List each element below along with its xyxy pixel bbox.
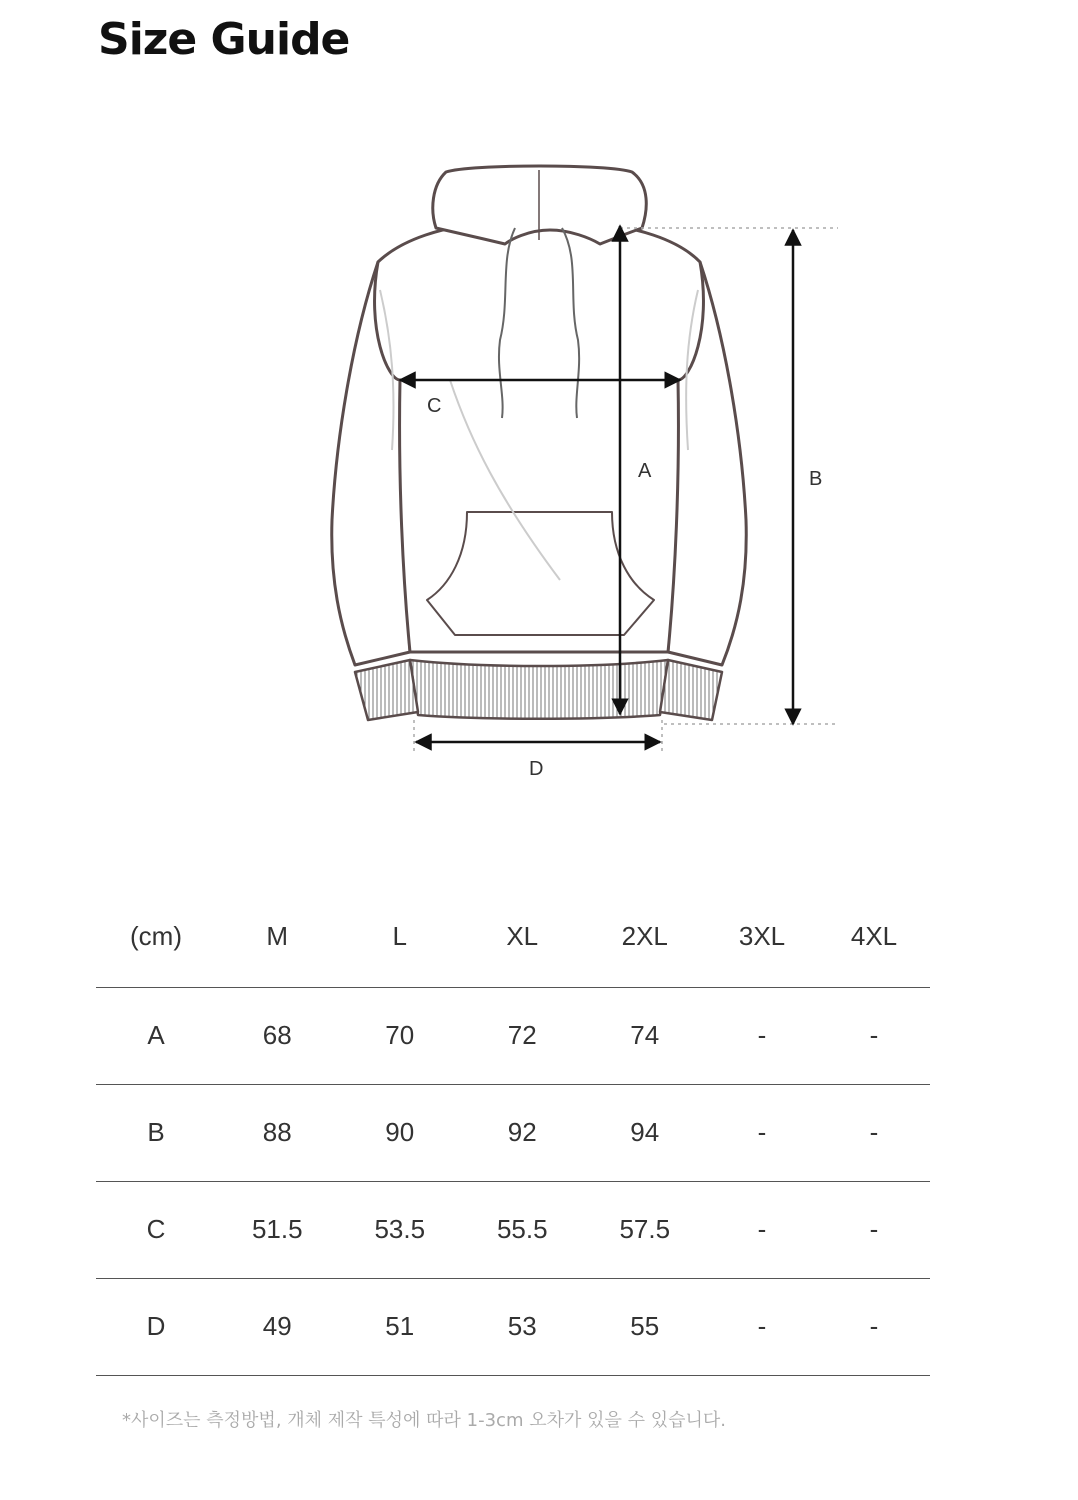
table-cell: 70 [385, 1020, 415, 1050]
size-header: M [266, 920, 289, 951]
table-cell: 90 [385, 1117, 415, 1147]
table-cell: - [757, 1020, 767, 1050]
unit-header: (cm) [130, 920, 182, 951]
size-table [96, 886, 930, 1376]
table-cell: - [757, 1117, 767, 1147]
table-cell: - [869, 1117, 879, 1147]
label-a: A [638, 460, 652, 482]
table-cell: 51.5 [251, 1214, 303, 1244]
right-cuff [660, 660, 722, 720]
left-cuff [355, 660, 418, 720]
table-cell: 94 [630, 1117, 660, 1147]
table-cell: - [757, 1311, 767, 1341]
table-cell: 72 [507, 1020, 537, 1050]
table-cell: 51 [385, 1311, 415, 1341]
size-header: XL [506, 920, 539, 951]
label-b: B [809, 468, 823, 490]
row-label: B [147, 1117, 165, 1147]
table-row [96, 1084, 930, 1181]
row-label: D [146, 1311, 166, 1341]
hoodie-illustration [332, 166, 747, 720]
table-cell: 55.5 [496, 1214, 548, 1244]
table-row [96, 987, 930, 1084]
table-cell: 57.5 [619, 1214, 671, 1244]
measurement-note: *사이즈는 측정방법, 개체 제작 특성에 따라 1-3cm 오차가 있을 수 있습니다. [122, 1410, 726, 1431]
table-cell: 74 [630, 1020, 660, 1050]
table-row [96, 1278, 930, 1375]
label-d: D [529, 758, 544, 780]
hem-rib [410, 660, 668, 719]
table-cell: - [757, 1214, 767, 1244]
size-header: L [392, 920, 407, 951]
table-cell: - [869, 1020, 879, 1050]
label-c: C [427, 395, 442, 417]
table-cell: 88 [262, 1117, 292, 1147]
size-header: 3XL [738, 920, 786, 951]
table-row [96, 1181, 930, 1278]
table-header-row [96, 886, 930, 987]
row-label: C [146, 1214, 166, 1244]
row-label: A [147, 1020, 165, 1050]
size-header: 4XL [850, 920, 898, 951]
table-cell: - [869, 1311, 879, 1341]
table-cell: 49 [262, 1311, 292, 1341]
table-cell: 68 [262, 1020, 292, 1050]
page-title: Size Guide [98, 14, 350, 65]
table-cell: 53 [507, 1311, 537, 1341]
table-cell: - [869, 1214, 879, 1244]
table-cell: 53.5 [374, 1214, 426, 1244]
table-cell: 92 [507, 1117, 537, 1147]
size-header: 2XL [621, 920, 668, 951]
table-cell: 55 [630, 1311, 660, 1341]
